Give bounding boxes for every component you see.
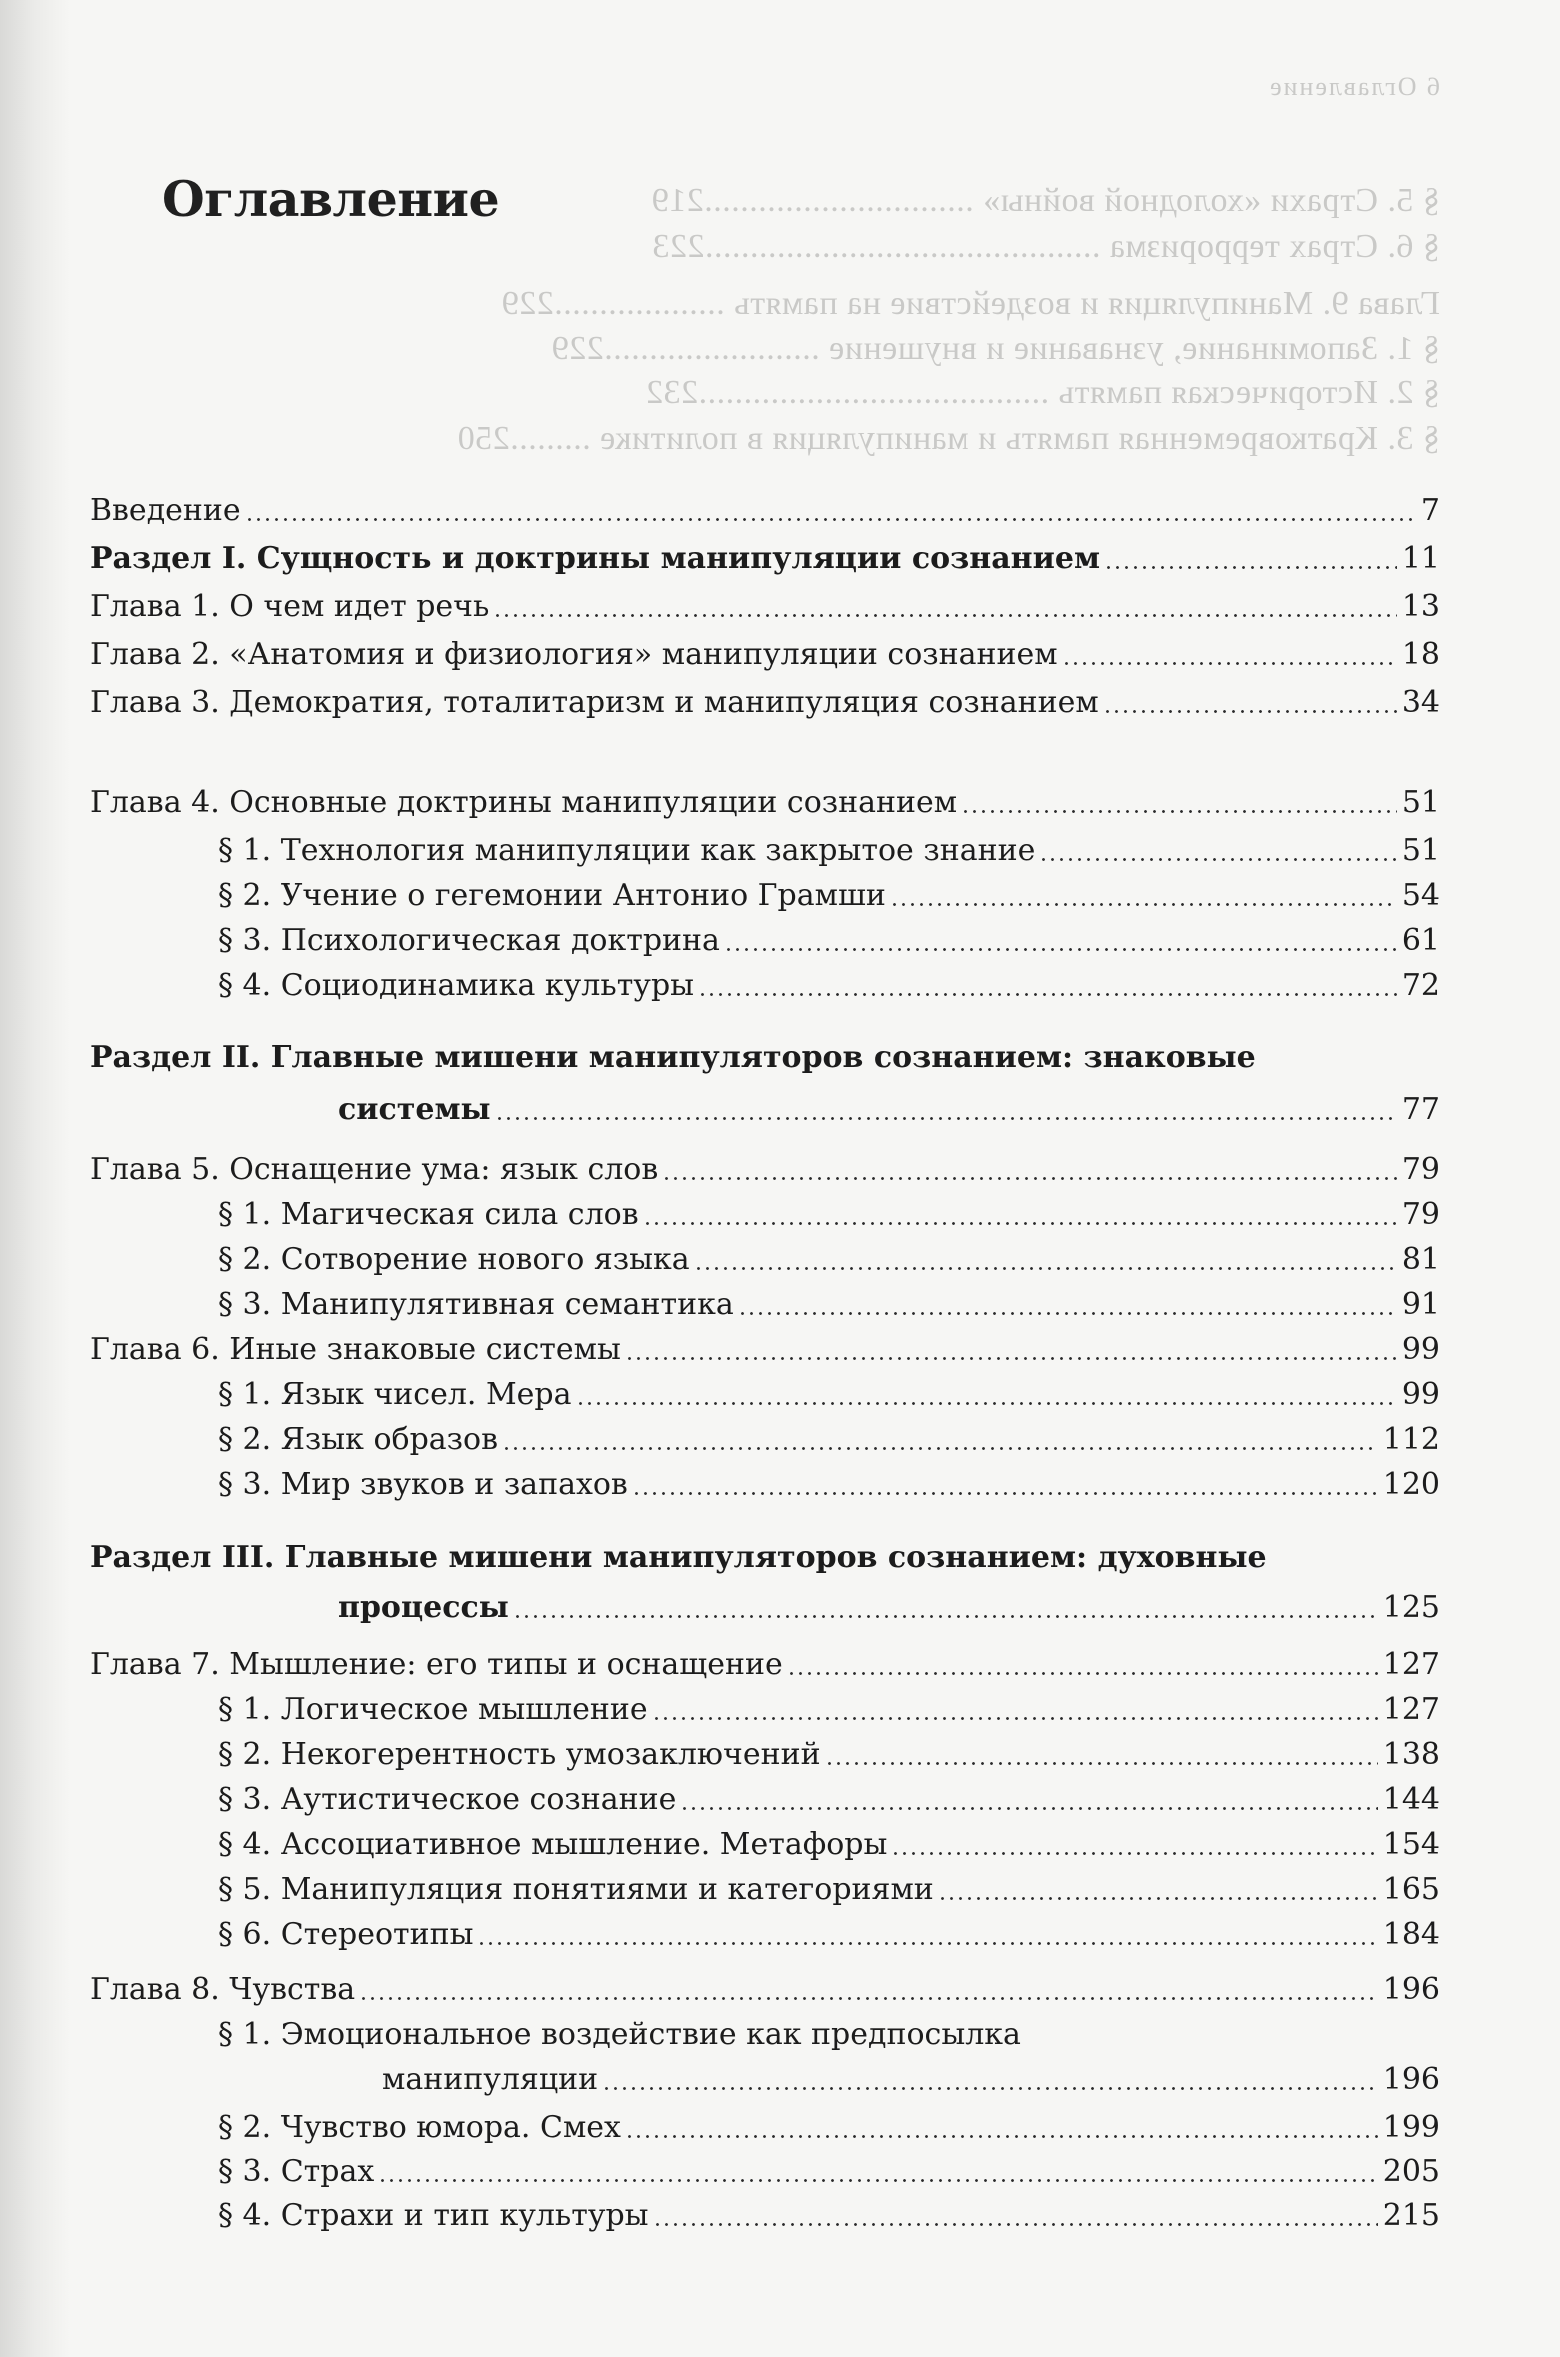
toc-page-number: 61 (1401, 923, 1440, 958)
dot-leader (1039, 833, 1398, 869)
toc-entry-label: § 1. Эмоциональное воздействие как предпосылка (218, 2017, 1021, 2052)
toc-page-number: 77 (1401, 1092, 1440, 1127)
dot-leader (359, 1972, 1380, 2008)
toc-entry-label: § 4. Социодинамика культуры (218, 968, 695, 1003)
bleed-line: § 5. Страхи «холодной войны» ..............................219 (651, 182, 1440, 219)
toc-entry[interactable] (90, 685, 1440, 721)
toc-entry-label: Глава 2. «Анатомия и физиология» манипуляции сознанием (90, 637, 1058, 672)
toc-page-number: 112 (1382, 1422, 1440, 1457)
dot-leader (787, 1647, 1380, 1683)
toc-page-number: 138 (1382, 1737, 1440, 1772)
bleed-line: § 2. Историческая память .......................................232 (645, 374, 1440, 411)
toc-entry-label: § 1. Технология манипуляции как закрытое знание (218, 833, 1036, 868)
dot-leader (245, 493, 1418, 529)
toc-entry-line (90, 1540, 1440, 1576)
toc-entry-label: § 3. Мир звуков и запахов (218, 1467, 628, 1502)
toc-page-number: 54 (1401, 878, 1440, 913)
toc-entry[interactable] (90, 1332, 1440, 1368)
toc-entry-label-continuation: системы (338, 1092, 491, 1127)
toc-page-number: 127 (1382, 1647, 1440, 1682)
toc-page-number: 199 (1382, 2110, 1440, 2145)
toc-entry-label: § 2. Учение о гегемонии Антонио Грамши (218, 878, 886, 913)
toc-entry-label: § 1. Логическое мышление (218, 1692, 648, 1727)
dot-leader (602, 2062, 1380, 2098)
toc-page-number: 99 (1401, 1332, 1440, 1367)
toc-entry[interactable] (382, 2062, 1440, 2098)
toc-entry-label-continuation: манипуляции (382, 2062, 599, 2097)
toc-entry[interactable] (218, 1737, 1440, 1773)
toc-entry-label: Раздел II. Главные мишени манипуляторов сознанием: знаковые (90, 1040, 1256, 1075)
toc-entry-label: § 3. Манипулятивная семантика (218, 1287, 734, 1322)
toc-entry-label: § 4. Ассоциативное мышление. Метафоры (218, 1827, 888, 1862)
page-title: Оглавление (162, 170, 500, 228)
toc-entry-label: Раздел III. Главные мишени манипуляторов сознанием: духовные (90, 1540, 1267, 1575)
toc-page-number: 34 (1401, 685, 1440, 720)
toc-entry[interactable] (218, 1467, 1440, 1503)
dot-leader (680, 1782, 1379, 1818)
toc-entry-label: Глава 1. О чем идет речь (90, 589, 490, 624)
dot-leader (890, 878, 1399, 914)
dot-leader (1104, 541, 1399, 577)
toc-page-number: 125 (1382, 1590, 1440, 1625)
toc-page-number: 127 (1382, 1692, 1440, 1727)
toc-entry-label: § 3. Страх (218, 2154, 375, 2189)
toc-entry[interactable] (218, 878, 1440, 914)
toc-page-number: 144 (1382, 1782, 1440, 1817)
toc-entry-label: § 3. Психологическая доктрина (218, 923, 720, 958)
toc-entry-label: Введение (90, 493, 241, 528)
dot-leader (891, 1827, 1379, 1863)
toc-entry[interactable] (218, 1692, 1440, 1728)
toc-page-number: 91 (1401, 1287, 1440, 1322)
toc-entry-label: § 5. Манипуляция понятиями и категориями (218, 1872, 934, 1907)
toc-entry-label: § 3. Аутистическое сознание (218, 1782, 677, 1817)
dot-leader (938, 1872, 1380, 1908)
dot-leader (1062, 637, 1399, 673)
toc-entry-line (90, 1040, 1440, 1076)
toc-entry[interactable] (90, 637, 1440, 673)
toc-page-number: 18 (1401, 637, 1440, 672)
toc-entry[interactable] (218, 2110, 1440, 2146)
dot-leader (502, 1422, 1380, 1458)
toc-page-number: 184 (1382, 1917, 1440, 1952)
toc-page-number: 79 (1401, 1197, 1440, 1232)
toc-entry[interactable] (218, 1242, 1440, 1278)
toc-entry-label: § 2. Некогерентность умозаключений (218, 1737, 821, 1772)
toc-entry[interactable] (90, 1972, 1440, 2008)
dot-leader (1103, 685, 1399, 721)
toc-entry-line (218, 2017, 1440, 2053)
dot-leader (694, 1242, 1399, 1278)
toc-entry[interactable] (90, 785, 1440, 821)
toc-entry[interactable] (218, 1377, 1440, 1413)
toc-entry[interactable] (218, 923, 1440, 959)
dot-leader (698, 968, 1399, 1004)
toc-entry[interactable] (218, 1197, 1440, 1233)
dot-leader (495, 1092, 1399, 1128)
dot-leader (825, 1737, 1380, 1773)
toc-page-number: 11 (1401, 541, 1440, 576)
dot-leader (513, 1590, 1380, 1626)
toc-entry[interactable] (218, 1827, 1440, 1863)
toc-entry[interactable] (90, 589, 1440, 625)
toc-page-number: 79 (1401, 1152, 1440, 1187)
toc-entry-label: Глава 3. Демократия, тоталитаризм и манипуляция сознанием (90, 685, 1099, 720)
dot-leader (724, 923, 1399, 959)
toc-entry-label: Глава 8. Чувства (90, 1972, 356, 2007)
bleed-line: § 1. Запоминание, узнавание и внушение ........................229 (551, 330, 1440, 367)
bleed-running-header: 6 Оглавление (1268, 72, 1440, 101)
dot-leader (653, 2198, 1380, 2234)
toc-entry-label: Глава 6. Иные знаковые системы (90, 1332, 621, 1367)
toc-entry-label: Глава 4. Основные доктрины манипуляции сознанием (90, 785, 958, 820)
toc-entry[interactable] (218, 1782, 1440, 1818)
toc-page-number: 196 (1382, 1972, 1440, 2007)
toc-entry[interactable] (90, 1152, 1440, 1188)
dot-leader (625, 2110, 1380, 2146)
toc-entry[interactable] (218, 1917, 1440, 1953)
toc-entry-label: Глава 7. Мышление: его типы и оснащение (90, 1647, 783, 1682)
toc-page-number: 196 (1382, 2062, 1440, 2097)
toc-entry[interactable] (218, 1422, 1440, 1458)
dot-leader (378, 2154, 1379, 2190)
dot-leader (738, 1287, 1399, 1323)
toc-entry-label: § 6. Стереотипы (218, 1917, 474, 1952)
dot-leader (576, 1377, 1399, 1413)
toc-entry[interactable] (218, 1287, 1440, 1323)
toc-entry[interactable] (218, 968, 1440, 1004)
dot-leader (625, 1332, 1399, 1368)
dot-leader (662, 1152, 1399, 1188)
bleed-line: § 6. Страх терроризма ............................................223 (651, 228, 1440, 265)
dot-leader (477, 1917, 1379, 1953)
toc-entry[interactable] (338, 1590, 1440, 1626)
toc-entry[interactable] (218, 833, 1440, 869)
toc-entry-label: § 2. Чувство юмора. Смех (218, 2110, 621, 2145)
toc-entry-label: § 2. Язык образов (218, 1422, 498, 1457)
toc-entry[interactable] (218, 1872, 1440, 1908)
toc-entry-label: § 1. Магическая сила слов (218, 1197, 639, 1232)
dot-leader (961, 785, 1399, 821)
bleed-line: Глава 9. Манипуляция и воздействие на память ...................229 (501, 285, 1440, 322)
dot-leader (652, 1692, 1380, 1728)
toc-page-number: 7 (1420, 493, 1440, 528)
toc-page-number: 215 (1382, 2198, 1440, 2233)
toc-page-number: 51 (1401, 833, 1440, 868)
toc-entry-label: § 2. Сотворение нового языка (218, 1242, 690, 1277)
dot-leader (493, 589, 1398, 625)
dot-leader (632, 1467, 1380, 1503)
toc-entry[interactable] (90, 493, 1440, 529)
toc-page-number: 72 (1401, 968, 1440, 1003)
toc-entry-label: § 1. Язык чисел. Мера (218, 1377, 572, 1412)
toc-entry[interactable] (338, 1092, 1440, 1128)
toc-page-number: 51 (1401, 785, 1440, 820)
toc-entry[interactable] (90, 1647, 1440, 1683)
toc-entry-label-continuation: процессы (338, 1590, 509, 1625)
toc-page-number: 165 (1382, 1872, 1440, 1907)
toc-page-number: 81 (1401, 1242, 1440, 1277)
toc-page-number: 13 (1401, 589, 1440, 624)
toc-entry[interactable] (218, 2198, 1440, 2234)
toc-entry-label: § 4. Страхи и тип культуры (218, 2198, 649, 2233)
toc-entry[interactable] (90, 541, 1440, 577)
page-gutter-shade (0, 0, 70, 2357)
toc-page-number: 99 (1401, 1377, 1440, 1412)
toc-entry-label: Глава 5. Оснащение ума: язык слов (90, 1152, 659, 1187)
toc-page-number: 154 (1382, 1827, 1440, 1862)
toc-entry[interactable] (218, 2154, 1440, 2190)
dot-leader (643, 1197, 1399, 1233)
toc-page-number: 205 (1382, 2154, 1440, 2189)
toc-page-number: 120 (1382, 1467, 1440, 1502)
toc-entry-label: Раздел I. Сущность и доктрины манипуляции сознанием (90, 541, 1101, 576)
bleed-line: § 3. Кратковременная память и манипуляция в политике .........250 (457, 420, 1440, 457)
